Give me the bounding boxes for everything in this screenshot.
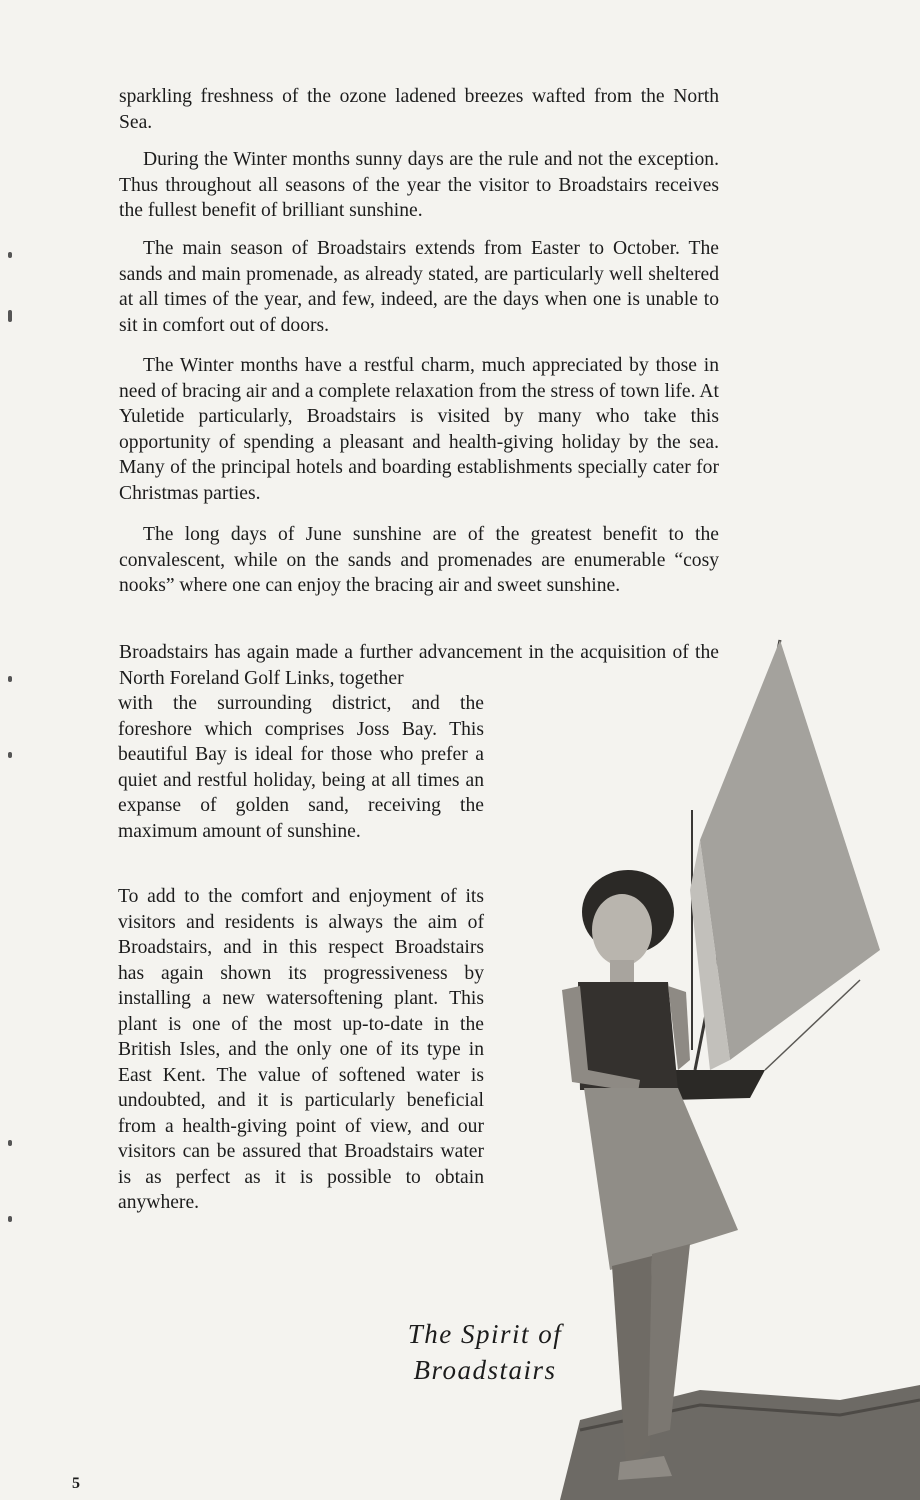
binding-hole-mark [8, 1216, 12, 1222]
caption-line-1: The Spirit of [407, 1319, 563, 1349]
paragraph-continued: sparkling freshness of the ozone ladened breezes wafted from the North Sea. [119, 86, 719, 133]
binding-hole-mark [8, 1140, 12, 1146]
binding-hole-mark [8, 676, 12, 682]
paragraph-water-softening: To add to the comfort and enjoyment of its visitors and residents is always the aim of Broadstairs, and in this respect Broadstairs has again shown its progressiveness by installing a new watersoftening plant. This plant is one of the most up-to-date in the British Isles, and the only one of its type in East Kent. The value of softened water is undoubted, and it is particularly beneficial from a health-giving point of view, and our visitors can be assured that Broadstairs water is as perfect as it is possible to obtain anywhere. [118, 886, 484, 1213]
paragraph-golf-links: Broadstairs has again made a further advancement in the acquisition of the North Foreland Golf Links, together [119, 642, 719, 689]
shorts [584, 1088, 738, 1270]
binding-hole-mark [8, 752, 12, 758]
binding-hole-mark [8, 252, 12, 258]
paragraph-winter-sunshine: During the Winter months sunny days are the rule and not the exception. Thus throughout all seasons of the year the visitor to Broadstairs receives the fullest benefit of brilliant sunshine. [119, 149, 719, 221]
page-number: 5 [72, 1475, 80, 1492]
rock-shape [560, 1385, 920, 1500]
face [592, 894, 652, 966]
binding-hole-mark [8, 310, 12, 322]
caption-line-2: Broadstairs [413, 1355, 557, 1385]
paragraph-joss-bay: with the surrounding district, and the foreshore which comprises Joss Bay. This beautiful Bay is ideal for those who prefer a quiet and restful holiday, being at all times an expanse of golden sand, receiving the maximum amount of sunshine. [118, 693, 484, 842]
photo-caption [340, 1316, 630, 1388]
paragraph-june-sunshine: The long days of June sunshine are of the greatest benefit to the convalescent, while on the sands and promenades are enumerable “cosy nooks” where one can enjoy the bracing air and sweet sunshine. [119, 524, 719, 596]
paragraph-main-season: The main season of Broadstairs extends from Easter to October. The sands and main promenade, as already stated, are particularly well sheltered at all times of the year, and few, indeed, are the days when one is unable to sit in comfort out of doors. [119, 238, 719, 336]
paragraph-winter-months: The Winter months have a restful charm, much appreciated by those in need of bracing air and a complete relaxation from the stress of town life. At Yuletide particularly, Broadstairs is visited by many who take this opportunity of spending a pleasant and health-giving holiday by the sea. Many of the principal hotels and boarding establishments specially cater for Christmas parties. [119, 355, 719, 504]
sail-shape [700, 640, 880, 1060]
